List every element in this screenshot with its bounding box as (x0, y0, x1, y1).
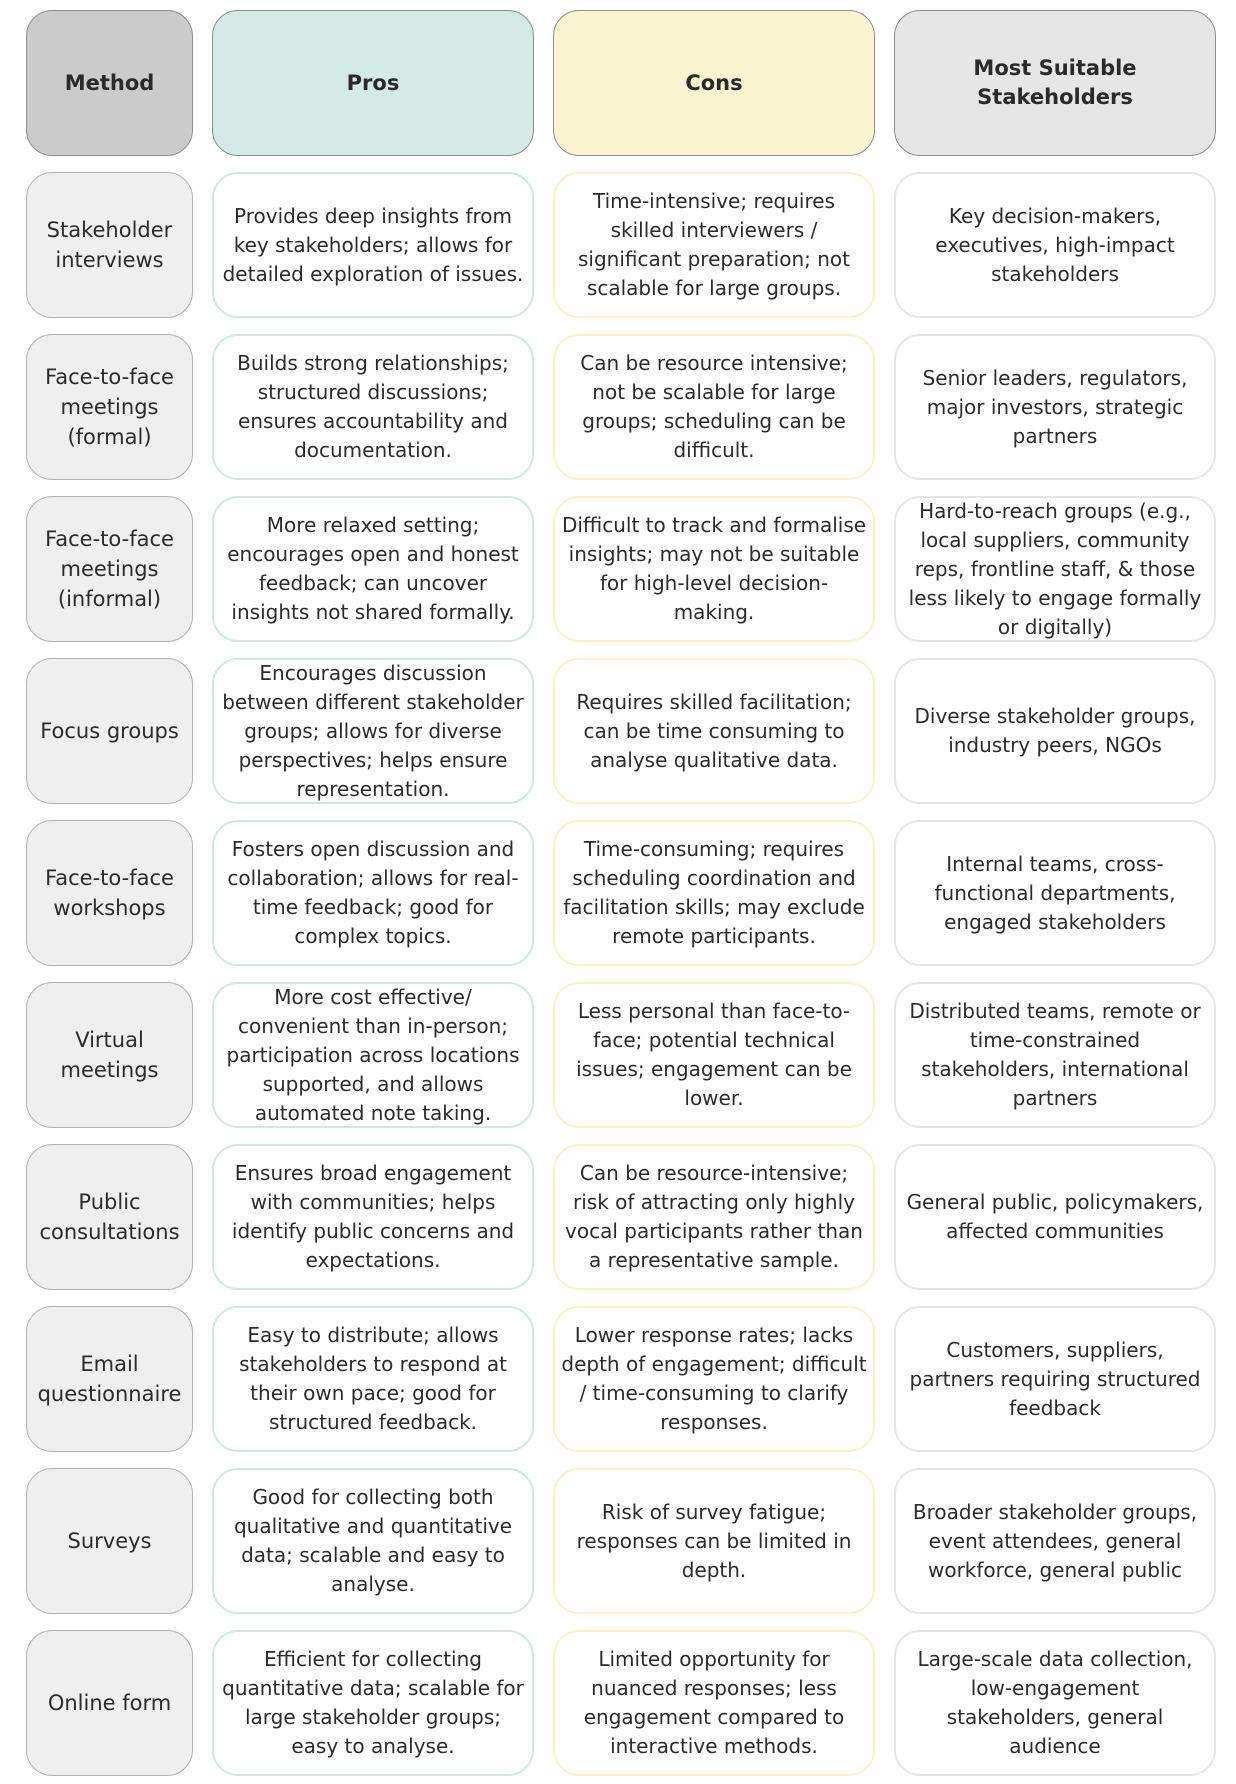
methods-table (26, 10, 1216, 1776)
cons-cell: Time-consuming; requires scheduling coordination and facilitation skills; may exclude remote participants. (553, 820, 875, 966)
stakeholders-cell: Large-scale data collection, low-engagement stakeholders, general audience (894, 1630, 1216, 1776)
cons-cell: Risk of survey fatigue; responses can be limited in depth. (553, 1468, 875, 1614)
cons-cell: Less personal than face-to-face; potential technical issues; engagement can be lower. (553, 982, 875, 1128)
stakeholders-cell: Distributed teams, remote or time-constrained stakeholders, international partners (894, 982, 1216, 1128)
header-method: Method (26, 10, 193, 156)
method-cell: Face-to-face meetings (informal) (26, 496, 193, 642)
pros-cell: More cost effective/ convenient than in-person; participation across locations supported, and allows automated note taking. (212, 982, 534, 1128)
pros-cell: Provides deep insights from key stakeholders; allows for detailed exploration of issues. (212, 172, 534, 318)
method-cell: Focus groups (26, 658, 193, 804)
pros-cell: Builds strong relationships; structured discussions; ensures accountability and documentation. (212, 334, 534, 480)
cons-cell: Requires skilled facilitation; can be time consuming to analyse qualitative data. (553, 658, 875, 804)
stakeholders-cell: Broader stakeholder groups, event attendees, general workforce, general public (894, 1468, 1216, 1614)
cons-cell: Limited opportunity for nuanced responses; less engagement compared to interactive methods. (553, 1630, 875, 1776)
pros-cell: More relaxed setting; encourages open and honest feedback; can uncover insights not shared formally. (212, 496, 534, 642)
header-stakeholders: Most Suitable Stakeholders (894, 10, 1216, 156)
stakeholders-cell: Hard-to-reach groups (e.g., local suppliers, community reps, frontline staff, & those less likely to engage formally or digitally) (894, 496, 1216, 642)
cons-cell: Can be resource intensive; not be scalable for large groups; scheduling can be difficult. (553, 334, 875, 480)
stakeholders-cell: Key decision-makers, executives, high-impact stakeholders (894, 172, 1216, 318)
pros-cell: Ensures broad engagement with communities; helps identify public concerns and expectations. (212, 1144, 534, 1290)
method-cell: Face-to-face workshops (26, 820, 193, 966)
pros-cell: Encourages discussion between different stakeholder groups; allows for diverse perspectives; helps ensure representation. (212, 658, 534, 804)
header-cons: Cons (553, 10, 875, 156)
cons-cell: Time-intensive; requires skilled interviewers / significant preparation; not scalable for large groups. (553, 172, 875, 318)
cons-cell: Lower response rates; lacks depth of engagement; difficult / time-consuming to clarify responses. (553, 1306, 875, 1452)
stakeholders-cell: Diverse stakeholder groups, industry peers, NGOs (894, 658, 1216, 804)
method-cell: Stakeholder interviews (26, 172, 193, 318)
method-cell: Public consultations (26, 1144, 193, 1290)
method-cell: Virtual meetings (26, 982, 193, 1128)
pros-cell: Easy to distribute; allows stakeholders to respond at their own pace; good for structured feedback. (212, 1306, 534, 1452)
pros-cell: Fosters open discussion and collaboration; allows for real-time feedback; good for complex topics. (212, 820, 534, 966)
method-cell: Email questionnaire (26, 1306, 193, 1452)
cons-cell: Difficult to track and formalise insights; may not be suitable for high-level decision-making. (553, 496, 875, 642)
method-cell: Online form (26, 1630, 193, 1776)
method-cell: Face-to-face meetings (formal) (26, 334, 193, 480)
pros-cell: Efficient for collecting quantitative data; scalable for large stakeholder groups; easy to analyse. (212, 1630, 534, 1776)
pros-cell: Good for collecting both qualitative and quantitative data; scalable and easy to analyse. (212, 1468, 534, 1614)
stakeholders-cell: Customers, suppliers, partners requiring structured feedback (894, 1306, 1216, 1452)
method-cell: Surveys (26, 1468, 193, 1614)
stakeholders-cell: Internal teams, cross-functional departments, engaged stakeholders (894, 820, 1216, 966)
stakeholders-cell: Senior leaders, regulators, major investors, strategic partners (894, 334, 1216, 480)
stakeholders-cell: General public, policymakers, affected communities (894, 1144, 1216, 1290)
header-pros: Pros (212, 10, 534, 156)
cons-cell: Can be resource-intensive; risk of attracting only highly vocal participants rather than a representative sample. (553, 1144, 875, 1290)
